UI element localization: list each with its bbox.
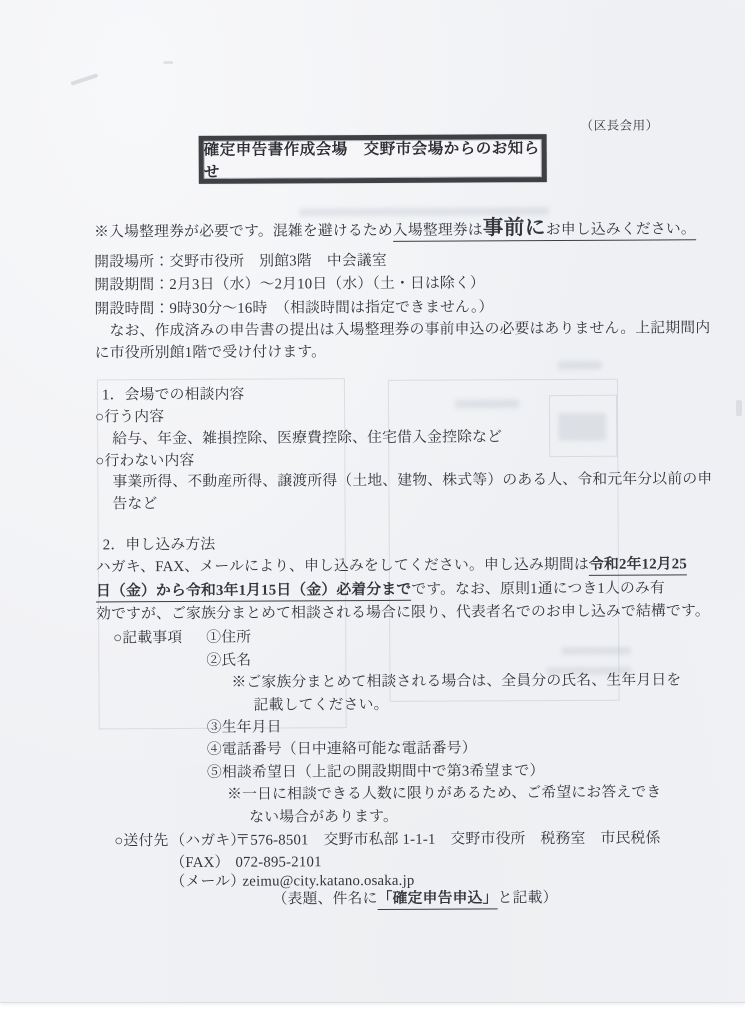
entry-preferred-date: ⑤相談希望日（上記の開設期間中で第3希望まで） — [206, 763, 545, 781]
scan-scratch-mark — [70, 73, 98, 86]
destination-mail-address: zeimu@city.katano.osaka.jp — [242, 872, 415, 890]
entry-name: ②氏名 — [206, 652, 252, 669]
notice-underlined — [392, 217, 696, 241]
bleed-through-smudge — [558, 361, 602, 370]
destination-postcard-address: 〒576-8501 交野市私部 1-1-1 交野市役所 税務室 市民税係 — [235, 830, 661, 849]
venue-period-line: 開設期間：2月3日（水）～2月10日（水）（土・日は除く） — [94, 275, 485, 294]
document-title: 確定申告書作成会場 交野市会場からのお知らせ — [203, 140, 540, 181]
section2-line3: 効ですが、ご家族分まとめて相談される場合に限り、代表者名でのお申し込みで結構です。 — [96, 603, 710, 623]
section2-line2-underline: 日（金）から令和3年1月15日（金）必着分まで — [96, 582, 411, 602]
section1-dont-items-line2: 告など — [112, 496, 158, 513]
entry-birthdate: ③生年月日 — [206, 719, 282, 736]
subject-note-underline: 「確定申告申込」 — [378, 890, 498, 909]
destination-subject-note — [273, 888, 558, 909]
entry-preferred-date-note-line2: ない場合があります。 — [249, 808, 399, 826]
venue-place-line: 開設場所：交野市役所 別館3階 中会議室 — [94, 252, 387, 271]
notice-underline-start: 入場整理券は — [392, 222, 483, 239]
entry-name-note-line1: ※ご家族分まとめて相談される場合は、全員分の氏名、生年月日を — [231, 672, 682, 691]
section1-heading: 1．会場での相談内容 — [101, 386, 245, 404]
entry-phone: ④電話番号（日中連絡可能な電話番号） — [206, 740, 477, 758]
destination-fax-label: （FAX） — [170, 854, 230, 872]
entry-address: ①住所 — [206, 629, 252, 646]
bleed-through-smudge — [558, 413, 606, 441]
subject-note-post: と記載） — [497, 890, 558, 907]
venue-note-line2: に市役所別館1階で受け付けます。 — [94, 344, 327, 362]
section2-line2 — [96, 578, 665, 601]
corner-note: （区長会用） — [580, 118, 659, 133]
section1-dont-heading: ○行わない内容 — [95, 452, 195, 470]
destination-fax-number: 072-895-2101 — [235, 854, 322, 871]
subject-note-pre: （表題、件名に — [272, 890, 378, 908]
section2-line1-underline: 令和2年12月25 — [589, 556, 687, 575]
destination-label: ○送付先 — [114, 833, 169, 850]
venue-note-line1: なお、作成済みの申告書の提出は入場整理券の事前申込の必要はありません。上記期間内 — [109, 320, 711, 340]
section2-line2-post: です。なお、原則1通につき1人のみ有 — [411, 580, 666, 598]
venue-hours-line: 開設時間：9時30分～16時 （相談時間は指定できません。） — [94, 299, 494, 318]
admission-notice-line — [94, 217, 696, 242]
title-box — [199, 134, 547, 184]
bleed-through-smudge — [561, 647, 631, 655]
section1-dont-items-line1: 事業所得、不動産所得、譲渡所得（土地、建物、株式等）のある人、令和元年分以前の申 — [112, 471, 713, 491]
section2-line1-pre: ハガキ、FAX、メールにより、申し込みをしてください。申し込み期間は — [95, 556, 590, 576]
section1-do-items: 給与、年金、雑損控除、医療費控除、住宅借入金控除など — [112, 429, 503, 448]
bleed-through-smudge — [299, 207, 549, 216]
notice-pre-text: ※入場整理券が必要です。混雑を避けるため — [94, 222, 393, 241]
section2-line1 — [96, 554, 687, 577]
destination-postcard-label: （ハガキ） — [170, 832, 246, 850]
entry-name-note-line2: 記載してください。 — [253, 696, 389, 714]
bleed-through-smudge — [455, 399, 519, 408]
section2-heading: 2．申し込み方法 — [102, 536, 216, 554]
entries-label: ○記載事項 — [113, 629, 183, 647]
notice-emphasis: 事前に — [482, 217, 546, 240]
entry-preferred-date-note-line1: ※一日に相談できる人数に限りがあるため、ご希望にお答えでき — [227, 784, 662, 803]
scan-scratch-mark — [163, 61, 173, 64]
section1-do-heading: ○行う内容 — [95, 409, 165, 426]
destination-mail-label: （メール） — [170, 873, 246, 891]
scan-edge-mark — [736, 400, 742, 416]
notice-underline-end: お申し込みください。 — [545, 221, 696, 239]
